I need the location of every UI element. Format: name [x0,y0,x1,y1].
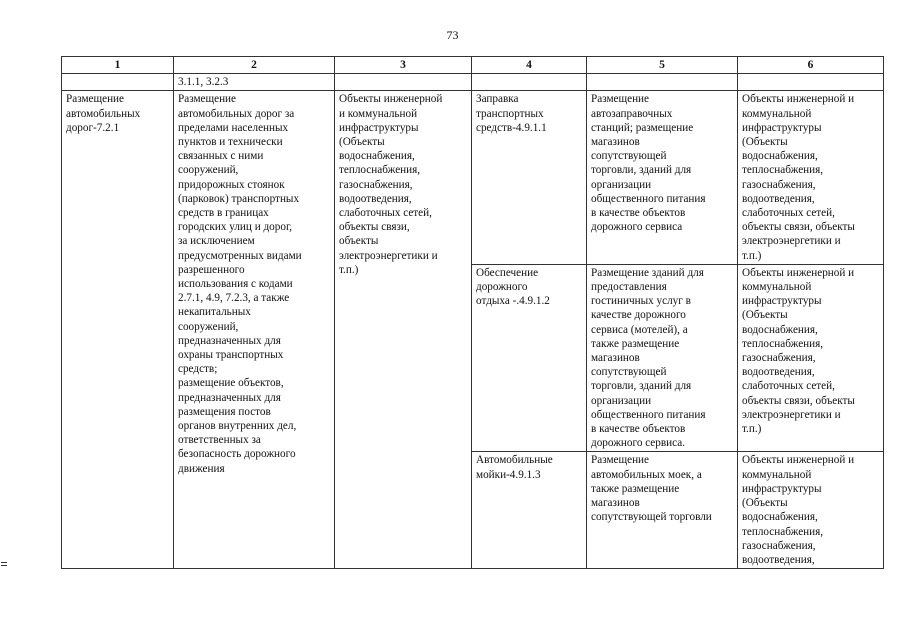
margin-mark [1,562,7,566]
cell-text-line: слаботочных сетей, [339,207,432,220]
conditional-use-cell [472,452,587,569]
cell-text-line: объекты связи, объекты [742,394,855,407]
cell-text-line: автомобильных дорог за [178,107,295,120]
cell-text-line: инфраструктуры [339,121,419,134]
codes-cell-6 [738,74,884,91]
cell-text-line: сопутствующей [591,366,667,379]
cell-text-line: органов внутренних дел, [178,420,297,433]
cell-text-line: разрешенного [178,263,245,276]
cell-text-line: сервиса (мотелей), а [591,323,688,336]
conditional-auxiliary-cell [738,91,884,264]
cell-text-line: объекты [339,235,379,248]
cell-text-line: (Объекты [742,497,788,510]
cell-text-line: водоотведения, [742,192,815,205]
main-use-cell [62,91,174,569]
cell-text-line: автомобильных [66,107,141,120]
cell-text-line: объекты связи, объекты [742,221,855,234]
cell-text-line: Обеспечение [476,266,539,279]
zoning-table [61,56,884,569]
cell-text-line: (Объекты [742,136,788,149]
cell-text-line: качестве дорожного [591,309,686,322]
cell-text-line: дорог-7.2.1 [66,121,120,134]
cell-text-line: водоснабжения, [742,150,818,163]
header-col-4: 4 [472,57,587,74]
cell-text-line: пунктов и технически [178,136,283,149]
cell-text-line: общественного питания [591,408,706,421]
cell-text-line: Заправка [476,93,519,106]
header-row [62,57,884,74]
cell-text-line: водоотведения, [742,366,815,379]
cell-text-line: пределами населенных [178,121,289,134]
cell-text-line: средств в границах [178,207,269,220]
cell-text-line: теплоснабжения, [742,525,824,538]
cell-text-line: слаботочных сетей, [742,207,835,220]
codes-cell-1 [62,74,174,91]
codes-cell-2: 3.1.1, 3.2.3 [174,74,335,91]
header-col-2: 2 [174,57,335,74]
cell-text-line: связанных с ними [178,150,264,163]
cell-text-line: организации [591,178,652,191]
cell-text-line: в качестве объектов [591,423,686,436]
cell-text-line: общественного питания [591,192,706,205]
cell-text-line: некапитальных [178,306,251,319]
cell-text-line: водоотведения, [742,553,815,566]
cell-text-line: газоснабжения, [742,352,816,365]
cell-text-line: водоснабжения, [339,150,415,163]
cell-text-line: магазинов [591,497,640,510]
cell-text-line: электроэнергетики и [742,235,841,248]
cell-text-line: инфраструктуры [742,482,822,495]
cell-text-line: коммунальной [742,281,812,294]
cell-text-line: магазинов [591,136,640,149]
codes-cell-4 [472,74,587,91]
codes-cell-3 [335,74,472,91]
cell-text-line: теплоснабжения, [742,337,824,350]
conditional-use-description-cell [587,91,738,264]
cell-text-line: размещение объектов, [178,377,284,390]
cell-text-line: предназначенных для [178,391,281,404]
cell-text-line: предусмотренных видами [178,249,302,262]
cell-text-line: транспортных [476,107,544,120]
cell-text-line: сооружений, [178,164,239,177]
cell-text-line: сооружений, [178,320,239,333]
header-col-1: 1 [62,57,174,74]
cell-text-line: т.п.) [742,423,762,436]
header-col-6: 6 [738,57,884,74]
cell-text-line: т.п.) [339,263,359,276]
cell-text-line: коммунальной [742,468,812,481]
cell-text-line: средств-4.9.1.1 [476,121,547,134]
cell-text-line: теплоснабжения, [339,164,421,177]
cell-text-line: т.п.) [742,249,762,262]
cell-text-line: охраны транспортных [178,349,284,362]
cell-text-line: безопасность дорожного [178,448,296,461]
cell-text-line: (парковок) транспортных [178,192,300,205]
cell-text-line: дорожного [476,281,528,294]
cell-text-line: станций; размещение [591,121,694,134]
auxiliary-use-cell [335,91,472,569]
cell-text-line: объекты связи, [339,221,410,234]
cell-text-line: Размещение зданий для [591,266,704,279]
cell-text-line: Размещение [591,454,650,467]
header-col-5: 5 [587,57,738,74]
cell-text-line: Автомобильные [476,454,553,467]
main-use-description-cell [174,91,335,569]
cell-text-line: в качестве объектов [591,207,686,220]
conditional-use-description-cell [587,264,738,452]
conditional-auxiliary-cell [738,264,884,452]
cell-text-line: торговли, зданий для [591,380,692,393]
cell-text-line: Объекты инженерной и [742,454,855,467]
cell-text-line: за исключением [178,235,255,248]
cell-text-line: предназначенных для [178,334,281,347]
cell-text-line: размещения постов [178,405,271,418]
cell-text-line: Объекты инженерной [339,93,443,106]
table-row [62,91,884,264]
cell-text-line: гостиничных услуг в [591,295,691,308]
cell-text-line: торговли, зданий для [591,164,692,177]
cell-text-line: сопутствующей торговли [591,511,712,524]
cell-text-line: инфраструктуры [742,121,822,134]
cell-text-line: электроэнергетики и [742,408,841,421]
cell-text-line: водоснабжения, [742,323,818,336]
cell-text-line: средств; [178,363,218,376]
cell-text-line: дорожного сервиса [591,221,683,234]
cell-text-line: автозаправочных [591,107,673,120]
cell-text-line: 2.7.1, 4.9, 7.2.3, а также [178,292,290,305]
cell-text-line: также размещение [591,482,680,495]
cell-text-line: магазинов [591,352,640,365]
cell-text-line: использования с кодами [178,278,293,291]
cell-text-line: Объекты инженерной и [742,266,855,279]
conditional-auxiliary-cell [738,452,884,569]
codes-cell-5 [587,74,738,91]
conditional-use-description-cell [587,452,738,569]
cell-text-line: водоснабжения, [742,511,818,524]
cell-text-line: городских улиц и дорог, [178,221,293,234]
cell-text-line: водоотведения, [339,192,412,205]
cell-text-line: коммунальной [742,107,812,120]
cell-text-line: Размещение [591,93,650,106]
cell-text-line: также размещение [591,337,680,350]
cell-text-line: газоснабжения, [742,539,816,552]
cell-text-line: сопутствующей [591,150,667,163]
cell-text-line: Размещение [178,93,237,106]
cell-text-line: теплоснабжения, [742,164,824,177]
cell-text-line: инфраструктуры [742,295,822,308]
page-number: 73 [446,28,459,42]
cell-text-line: электроэнергетики и [339,249,438,262]
cell-text-line: автомобильных моек, а [591,468,702,481]
cell-text-line: Размещение [66,93,125,106]
cell-text-line: отдыха -.4.9.1.2 [476,295,550,308]
header-col-3: 3 [335,57,472,74]
cell-text-line: Объекты инженерной и [742,93,855,106]
codes-row [62,74,884,91]
conditional-use-cell [472,264,587,452]
cell-text-line: движения [178,462,225,475]
conditional-use-cell [472,91,587,264]
cell-text-line: предоставления [591,281,667,294]
cell-text-line: (Объекты [339,136,385,149]
cell-text-line: дорожного сервиса. [591,437,686,450]
cell-text-line: организации [591,394,652,407]
cell-text-line: газоснабжения, [339,178,413,191]
cell-text-line: придорожных стоянок [178,178,285,191]
cell-text-line: и коммунальной [339,107,418,120]
cell-text-line: мойки-4.9.1.3 [476,468,541,481]
cell-text-line: (Объекты [742,309,788,322]
cell-text-line: слаботочных сетей, [742,380,835,393]
cell-text-line: ответственных за [178,434,261,447]
cell-text-line: газоснабжения, [742,178,816,191]
